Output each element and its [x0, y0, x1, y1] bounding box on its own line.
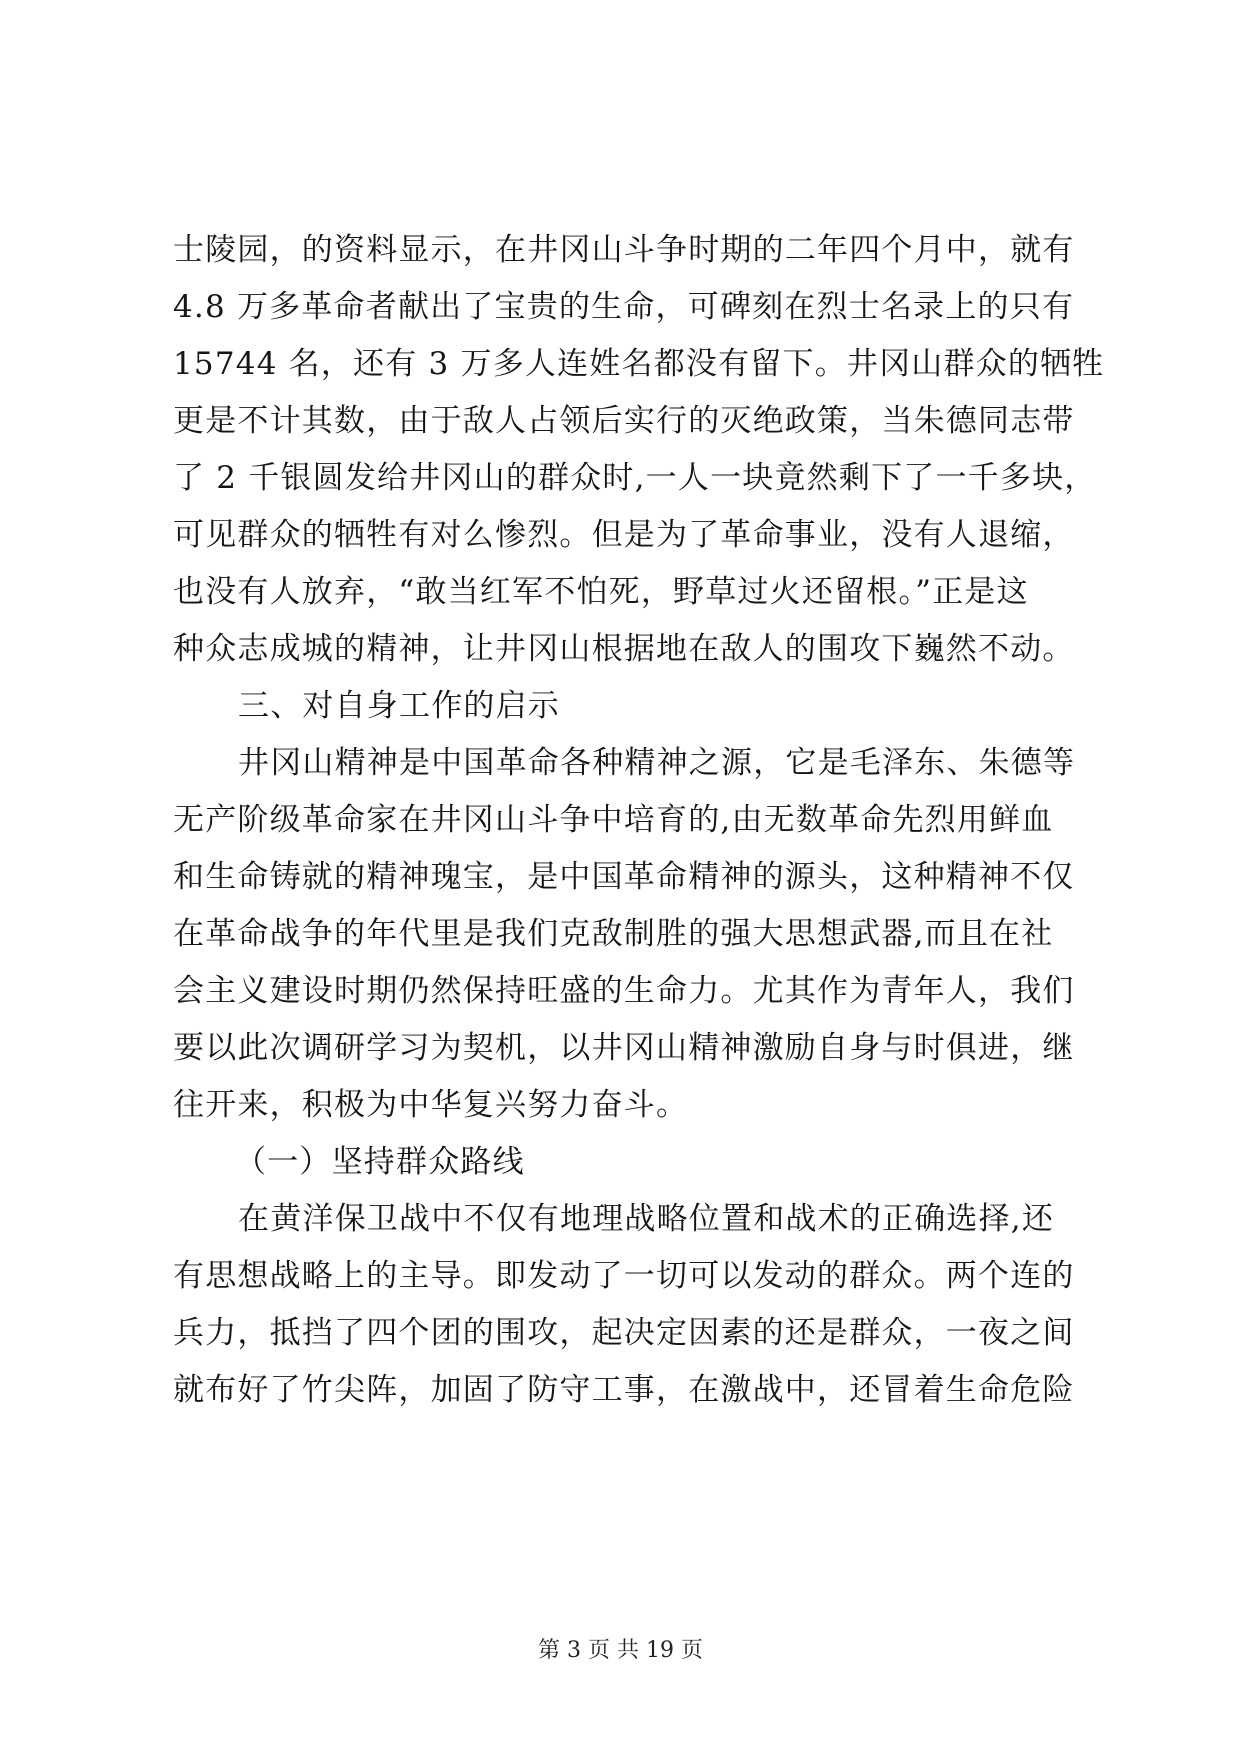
- page-number: 第 3 页 共 19 页: [538, 1638, 703, 1663]
- paragraph-line: 士陵园，的资料显示，在井冈山斗争时期的二年四个月中，就有: [173, 232, 1075, 268]
- subsection-heading: （一）坚持群众路线: [235, 1144, 525, 1180]
- paragraph-line: 4.8 万多革命者献出了宝贵的生命，可碑刻在烈士名录上的只有: [173, 289, 1075, 325]
- paragraph-line: 兵力，抵挡了四个团的围攻，起决定因素的还是群众，一夜之间: [173, 1315, 1075, 1351]
- paragraph-line: 井冈山精神是中国革命各种精神之源，它是毛泽东、朱德等: [238, 745, 1076, 781]
- paragraph-line: 和生命铸就的精神瑰宝，是中国革命精神的源头，这种精神不仅: [173, 859, 1075, 895]
- paragraph-line: 也没有人放弃，“敢当红军不怕死，野草过火还留根。”正是这: [173, 574, 1029, 610]
- section-heading: 三、对自身工作的启示: [238, 688, 560, 724]
- paragraph-line: 15744 名，还有 3 万多人连姓名都没有留下。井冈山群众的牺牲: [173, 346, 1105, 382]
- paragraph-line: 会主义建设时期仍然保持旺盛的生命力。尤其作为青年人，我们: [173, 973, 1075, 1009]
- paragraph-line: 在黄洋保卫战中不仅有地理战略位置和战术的正确选择,还: [238, 1201, 1055, 1237]
- paragraph-line: 无产阶级革命家在井冈山斗争中培育的,由无数革命先烈用鲜血: [173, 802, 1054, 838]
- paragraph-line: 要以此次调研学习为契机，以井冈山精神激励自身与时俱进，继: [173, 1030, 1075, 1066]
- paragraph-line: 了 2 千银圆发给井冈山的群众时,一人一块竟然剩下了一千多块，: [173, 460, 1097, 496]
- paragraph-line: 更是不计其数，由于敌人占领后实行的灭绝政策，当朱德同志带: [173, 403, 1075, 439]
- paragraph-line: 在革命战争的年代里是我们克敌制胜的强大思想武器,而且在社: [173, 916, 1054, 952]
- paragraph-line: 往开来，积极为中华复兴努力奋斗。: [173, 1087, 689, 1123]
- paragraph-line: 有思想战略上的主导。即发动了一切可以发动的群众。两个连的: [173, 1258, 1075, 1294]
- paragraph-line: 就布好了竹尖阵，加固了防守工事，在激战中，还冒着生命危险: [173, 1372, 1075, 1408]
- paragraph-line: 种众志成城的精神，让井冈山根据地在敌人的围攻下巍然不动。: [173, 631, 1075, 667]
- paragraph-line: 可见群众的牺牲有对么惨烈。但是为了革命事业，没有人退缩，: [173, 517, 1075, 553]
